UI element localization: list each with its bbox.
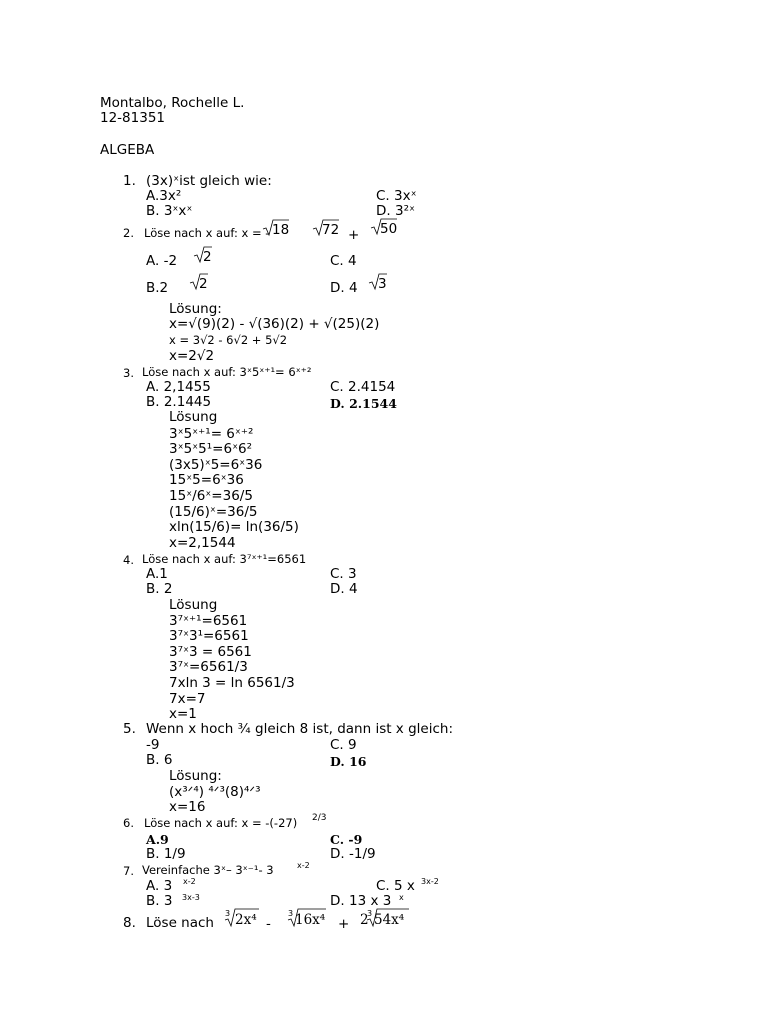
q4-number: 4. xyxy=(123,553,134,567)
q8-coefficient: 2 xyxy=(360,912,369,928)
q1-number: 1. xyxy=(123,173,136,189)
q7-number: 7. xyxy=(123,864,134,878)
q2-radicand-3: 50 xyxy=(380,221,398,237)
q7-option-a-exponent: x-2 xyxy=(183,877,196,886)
q2-option-d: D. 4 xyxy=(330,280,358,296)
q3-solution-label: Lösung xyxy=(169,409,218,425)
q3-step: 15ˣ/6ˣ=36/5 xyxy=(169,488,253,504)
q8-radicand-3: 54x⁴ xyxy=(374,912,405,928)
q6-question: Löse nach x auf: x = -(-27) xyxy=(144,816,298,830)
q5-solution-label: Lösung: xyxy=(169,768,222,784)
q4-step: 3⁷ˣ3¹=6561 xyxy=(169,628,249,644)
q3-step: (15/6)ˣ=36/5 xyxy=(169,504,258,520)
q1-question: (3x)ˣist gleich wie: xyxy=(146,173,272,189)
q6-option-a: A.9 xyxy=(146,832,169,847)
q2-option-a-radicand: 2 xyxy=(203,249,212,265)
q8-plus: + xyxy=(338,916,350,932)
q4-step: 7x=7 xyxy=(169,691,206,707)
q2-question: Löse nach x auf: x = - xyxy=(144,226,270,240)
q2-option-c: C. 4 xyxy=(330,253,357,269)
q3-option-c: C. 2.4154 xyxy=(330,379,396,395)
q4-option-a: A.1 xyxy=(146,566,168,582)
q8-number: 8. xyxy=(123,915,136,931)
q5-option-a: -9 xyxy=(146,737,160,753)
q1-option-c: C. 3xˣ xyxy=(376,188,417,204)
q7-exponent: x-2 xyxy=(297,861,310,870)
q2-number: 2. xyxy=(123,226,134,240)
q7-option-c: C. 5 x xyxy=(376,878,415,894)
q3-number: 3. xyxy=(123,366,134,380)
q5-step: (x³ᐟ⁴) ⁴ᐟ³(8)⁴ᐟ³ xyxy=(169,784,261,800)
q8-root-2-index: 3 xyxy=(288,909,294,918)
q4-step: 3⁷ˣ⁺¹=6561 xyxy=(169,613,248,629)
q1-option-d: D. 3²ˣ xyxy=(376,203,415,219)
q4-step: 7xln 3 = ln 6561/3 xyxy=(169,675,295,691)
q8-root-3-index: 3 xyxy=(367,909,373,918)
q4-step: x=1 xyxy=(169,706,197,722)
q3-option-a: A. 2,1455 xyxy=(146,379,211,395)
q8-radicand-1: 2x⁴ xyxy=(235,912,257,928)
q4-option-d: D. 4 xyxy=(330,581,358,597)
q2-plus: + xyxy=(348,227,360,243)
q4-step: 3⁷ˣ3 = 6561 xyxy=(169,644,252,660)
q5-option-d: D. 16 xyxy=(330,754,367,769)
q2-solution-label: Lösung: xyxy=(169,301,222,317)
q3-option-d: D. 2.1544 xyxy=(330,396,397,411)
q2-option-a: A. -2 xyxy=(146,253,178,269)
q4-question: Löse nach x auf: 3⁷ˣ⁺¹=6561 xyxy=(142,552,307,566)
q7-option-d: D. 13 x 3 xyxy=(330,893,392,909)
subject-title: ALGEBA xyxy=(100,142,155,158)
q3-step: (3x5)ˣ5=6ˣ36 xyxy=(169,457,263,473)
q8-question: Löse nach xyxy=(146,915,214,931)
q1-option-b: B. 3ˣxˣ xyxy=(146,203,193,219)
student-name: Montalbo, Rochelle L. xyxy=(100,95,245,111)
q2-radicand-1: 18 xyxy=(272,222,290,238)
q5-step: x=16 xyxy=(169,799,206,815)
q6-option-c: C. -9 xyxy=(330,832,363,847)
q3-step: 3ˣ5ˣ⁺¹= 6ˣ⁺² xyxy=(169,426,254,442)
q3-option-b: B. 2.1445 xyxy=(146,394,212,410)
student-id: 12-81351 xyxy=(100,110,165,126)
q4-solution-label: Lösung xyxy=(169,597,218,613)
q8-root-1-index: 3 xyxy=(225,909,231,918)
q2-option-b-radicand: 2 xyxy=(199,276,208,292)
q3-step: x=2,1544 xyxy=(169,535,236,551)
q6-option-b: B. 1/9 xyxy=(146,846,186,862)
q3-step: 15ˣ5=6ˣ36 xyxy=(169,472,244,488)
q3-step: xln(15/6)= ln(36/5) xyxy=(169,519,299,535)
q1-option-a: A.3x² xyxy=(146,188,182,204)
q5-number: 5. xyxy=(123,721,136,737)
q3-step: 3ˣ5ˣ5¹=6ˣ6² xyxy=(169,441,253,457)
q5-option-c: C. 9 xyxy=(330,737,357,753)
q7-option-d-exponent: x xyxy=(399,893,404,902)
q6-exponent: 2/3 xyxy=(312,813,327,823)
q2-step: x=√(9)(2) - √(36)(2) + √(25)(2) xyxy=(169,316,380,332)
q4-step: 3⁷ˣ=6561/3 xyxy=(169,659,248,675)
q5-option-b: B. 6 xyxy=(146,752,173,768)
q3-question: Löse nach x auf: 3ˣ5ˣ⁺¹= 6ˣ⁺² xyxy=(142,365,312,379)
q6-number: 6. xyxy=(123,816,134,830)
q7-option-a: A. 3 xyxy=(146,878,173,894)
q2-radicand-2: 72 xyxy=(322,222,340,238)
q2-step: x = 3√2 - 6√2 + 5√2 xyxy=(169,333,288,347)
q2-step: x=2√2 xyxy=(169,348,215,364)
q5-question: Wenn x hoch ¾ gleich 8 ist, dann ist x gleich: xyxy=(146,721,453,737)
q7-option-c-exponent: 3x-2 xyxy=(421,877,439,886)
q2-option-b: B.2 xyxy=(146,280,169,296)
q8-minus: - xyxy=(266,916,271,932)
q4-option-b: B. 2 xyxy=(146,581,173,597)
q7-option-b-exponent: 3x-3 xyxy=(182,893,200,902)
q2-option-d-radicand: 3 xyxy=(378,276,387,292)
q8-radicand-2: 16x⁴ xyxy=(295,912,326,928)
q7-option-b: B. 3 xyxy=(146,893,173,909)
q4-option-c: C. 3 xyxy=(330,566,357,582)
q6-option-d: D. -1/9 xyxy=(330,846,376,862)
q7-question: Vereinfache 3ˣ– 3ˣ⁻¹- 3 xyxy=(142,863,274,877)
